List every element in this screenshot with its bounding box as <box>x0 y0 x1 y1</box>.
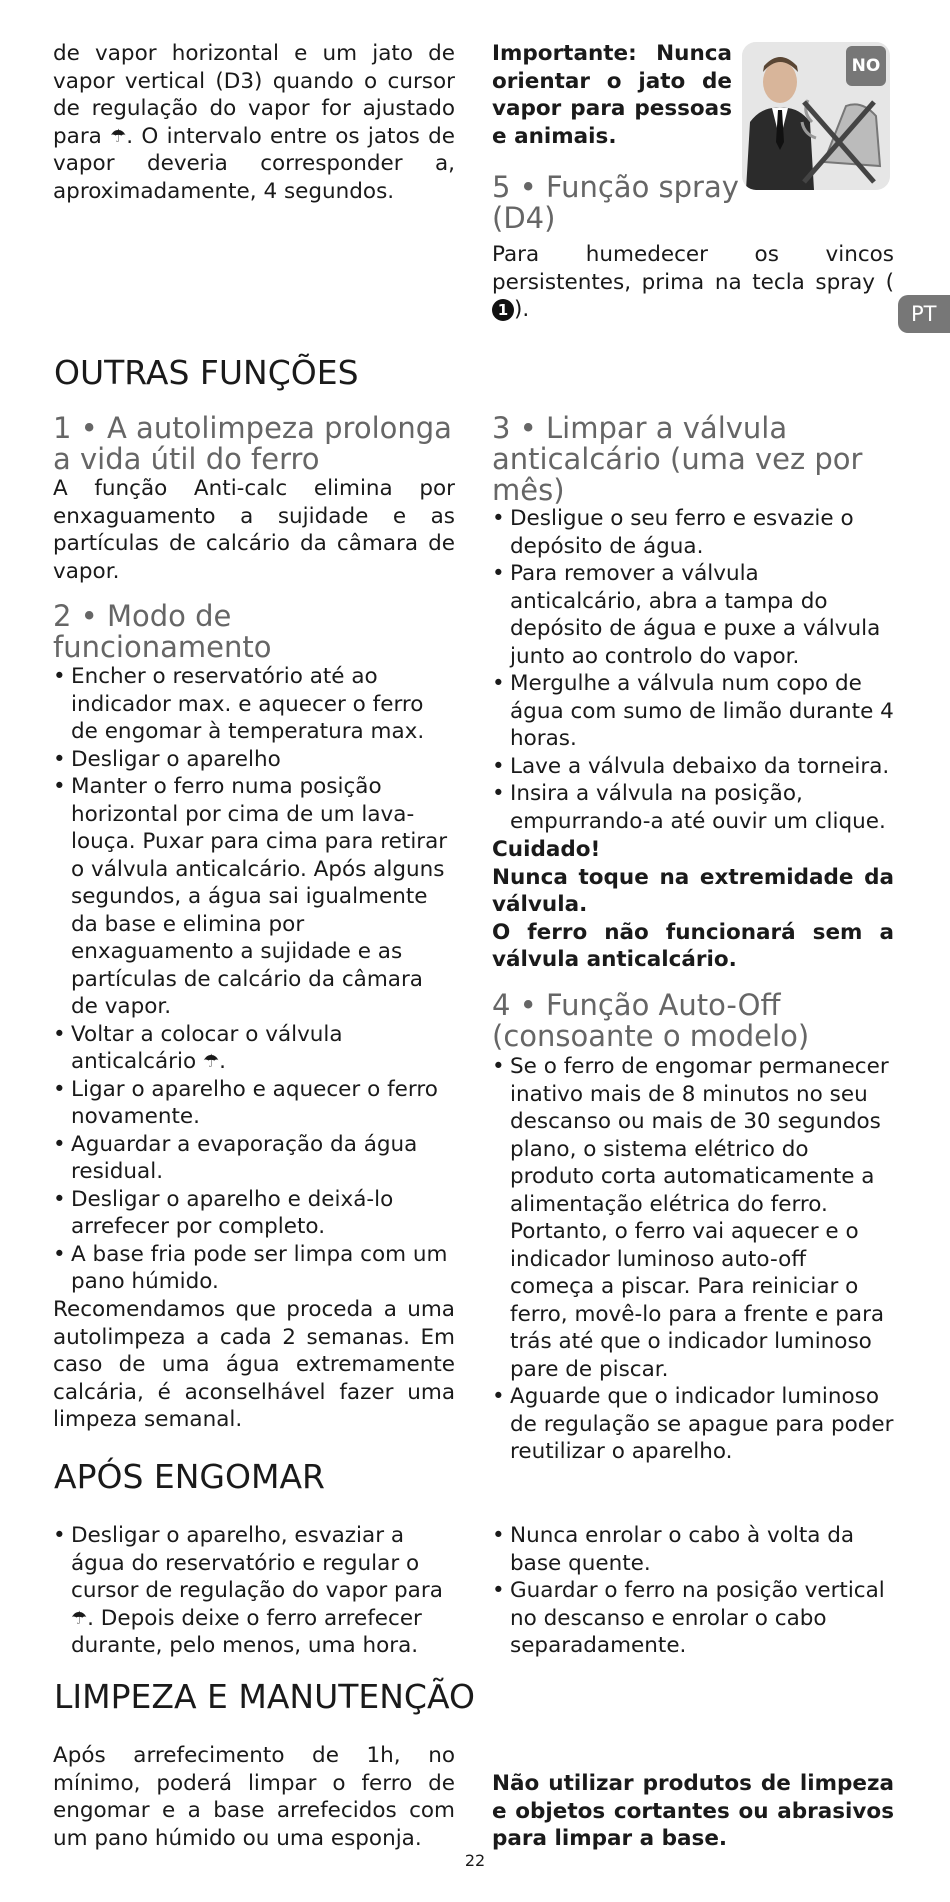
list-item: • A base fria pode ser limpa com um pano húmido. <box>53 1241 455 1296</box>
steam-setting-icon: ☂ <box>110 125 127 147</box>
list-item: • Se o ferro de engomar permanecer inativo mais de 8 minutos no seu descanso ou mais de 30 segundos plano, o sistema elétrico do produto corta automaticamente a alimentação elétrica do ferro. Portanto, o ferro vai aquecer e o indicador luminoso auto-off começa a piscar. Para reiniciar o ferro, movê-lo para a frente e para trás até que o indicador luminoso pare de piscar. <box>492 1053 894 1383</box>
spray-heading: 5 • Função spray (D4) <box>492 170 739 235</box>
after-ironing-right-list <box>492 1522 894 1660</box>
list-item: • Aguardar a evaporação da água residual. <box>53 1131 455 1186</box>
steam-setting-icon: ☂ <box>71 1607 88 1629</box>
list-item: • Insira a válvula na posição, empurrando-a até ouvir um clique. <box>492 780 894 835</box>
list-item: • Nunca enrolar o cabo à volta da base quente. <box>492 1522 894 1577</box>
auto-off-list <box>492 1053 894 1466</box>
valve-caution <box>492 836 894 974</box>
list-item: • Ligar o aparelho e aquecer o ferro novamente. <box>53 1076 455 1131</box>
language-tab: PT <box>898 295 950 333</box>
self-clean-text: A função Anti-calc elimina por enxaguamento a sujidade e as partículas de calcário da câmara de vapor. <box>53 476 455 584</box>
steam-setting-icon: ☂ <box>202 1051 220 1072</box>
spray-text-end: ). <box>514 297 530 322</box>
list-item: • Manter o ferro numa posição horizontal por cima de um lava-louça. Puxar para cima para retirar o válvula anticalcário. Após alguns segundos, a água sai igualmente da base e elimina por enxaguamento a sujidade e as partículas de calcário da câmara de vapor. <box>53 773 455 1021</box>
valve-list <box>492 505 894 835</box>
list-item <box>53 1021 455 1076</box>
no-steam-on-person-illustration <box>742 42 890 190</box>
operation-heading: 2 • Modo de funcionamento <box>53 599 272 664</box>
auto-off-heading: 4 • Função Auto-Off (consoante o modelo) <box>492 988 810 1053</box>
self-clean-heading: 1 • A autolimpeza prolonga a vida útil do ferro <box>53 411 452 476</box>
operation-list <box>53 663 455 1296</box>
caution-line: O ferro não funcionará sem a válvula anticalcário. <box>492 919 894 972</box>
list-item: • Desligar o aparelho e deixá-lo arrefecer por completo. <box>53 1186 455 1241</box>
caution-line: Nunca toque na extremidade da válvula. <box>492 864 894 917</box>
list-item-text: Voltar a colocar o válvula anticalcário <box>71 1021 343 1074</box>
list-item: • Lave a válvula debaixo da torneira. <box>492 753 894 781</box>
cleaning-text: Após arrefecimento de 1h, no mínimo, poderá limpar o ferro de engomar e a base arrefecidos com um pano húmido ou uma esponja. <box>53 1743 455 1851</box>
list-item: • Guardar o ferro na posição vertical no descanso e enrolar o cabo separadamente. <box>492 1577 894 1660</box>
list-item: • Aguarde que o indicador luminoso de regulação se apague para poder reutilizar o aparelho. <box>492 1383 894 1466</box>
caution-label: Cuidado! <box>492 837 601 862</box>
list-item: • Encher o reservatório até ao indicador max. e aquecer o ferro de engomar à temperatura max. <box>53 663 455 746</box>
spray-text-start: Para humedecer os vincos persistentes, prima na tecla spray ( <box>492 242 894 295</box>
no-badge: NO <box>846 46 886 86</box>
section-title-after-ironing: APÓS ENGOMAR <box>54 1457 325 1496</box>
list-item: • Desligue o seu ferro e esvazie o depósito de água. <box>492 505 894 560</box>
steam-jet-text-end: . O intervalo entre os jatos de vapor deveria corresponder a, aproximadamente, 4 segundos. <box>53 123 455 204</box>
spray-key-number-icon: 1 <box>492 299 514 321</box>
page-number: 22 <box>464 1851 486 1870</box>
recommendation-text: Recomendamos que proceda a uma autolimpeza a cada 2 semanas. Em caso de uma água extremamente calcária, é aconselhável fazer uma limpeza semanal. <box>53 1297 455 1432</box>
valve-heading: 3 • Limpar a válvula anticalcário (uma vez por mês) <box>492 411 863 507</box>
list-item: • Desligar o aparelho <box>53 746 455 774</box>
steam-warning-text: Importante: Nunca orientar o jato de vapor para pessoas e animais. <box>492 41 732 149</box>
list-item <box>53 1522 455 1660</box>
after-ironing-left-list <box>53 1522 455 1660</box>
list-item-end: . <box>219 1049 226 1074</box>
steam-jet-paragraph <box>53 40 455 205</box>
cleaning-warning: Não utilizar produtos de limpeza e objetos cortantes ou abrasivos para limpar a base. <box>492 1771 894 1851</box>
section-title-other-functions: OUTRAS FUNÇÕES <box>54 353 359 392</box>
list-item: • Mergulhe a válvula num copo de água com sumo de limão durante 4 horas. <box>492 670 894 753</box>
spray-paragraph <box>492 241 894 324</box>
steam-jet-text-start: de vapor horizontal e um jato de vapor vertical (D3) quando o cursor de regulação do vapor for ajustado para <box>53 41 455 149</box>
list-item: • Para remover a válvula anticalcário, abra a tampa do depósito de água e puxe a válvula junto ao controlo do vapor. <box>492 560 894 670</box>
list-item-text: Desligar o aparelho, esvaziar a água do reservatório e regular o cursor de regulação do vapor para <box>71 1523 443 1603</box>
list-item-end: . Depois deixe o ferro arrefecer durante, pelo menos, uma hora. <box>71 1605 422 1658</box>
section-title-cleaning: LIMPEZA E MANUTENÇÃO <box>54 1677 475 1716</box>
